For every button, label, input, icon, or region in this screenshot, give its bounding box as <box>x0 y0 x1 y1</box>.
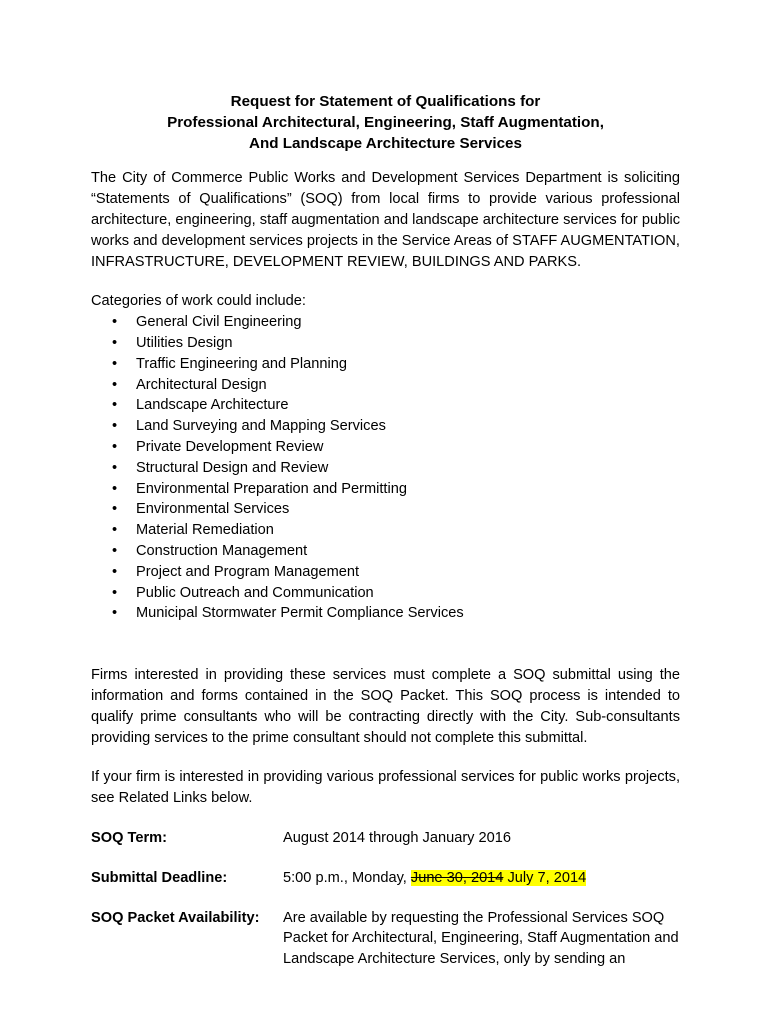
list-item <box>91 437 680 458</box>
list-item-label: Utilities Design <box>136 334 233 351</box>
firms-paragraph: Firms interested in providing these services must complete a SOQ submittal using the information and forms contained in the SOQ Packet. This SOQ process is intended to qualify prime consultants who will be contracting directly with the City. Sub-consultants providing services to the prime consultant should not complete this submittal. <box>91 667 680 746</box>
list-item <box>91 603 680 624</box>
bullet-icon: • <box>112 376 118 393</box>
bullet-icon: • <box>112 542 118 559</box>
list-item-label: Landscape Architecture <box>136 397 289 414</box>
list-item-label: Land Surveying and Mapping Services <box>136 418 386 435</box>
list-item-label: General Civil Engineering <box>136 314 302 331</box>
deadline-highlight <box>411 870 586 886</box>
list-item <box>91 375 680 396</box>
title-line-1: Request for Statement of Qualifications for <box>230 93 541 110</box>
bullet-icon: • <box>112 459 118 476</box>
list-item <box>91 333 680 354</box>
list-item <box>91 479 680 500</box>
bullet-icon: • <box>112 355 118 372</box>
list-item-label: Environmental Preparation and Permitting <box>136 480 407 497</box>
list-item-label: Private Development Review <box>136 438 324 455</box>
list-item-label: Project and Program Management <box>136 563 360 580</box>
soq-term-value: August 2014 through January 2016 <box>283 829 511 846</box>
categories-heading: Categories of work could include: <box>91 293 306 310</box>
list-item <box>91 562 680 583</box>
list-item-label: Material Remediation <box>136 522 274 539</box>
soq-packet-label: SOQ Packet Availability: <box>91 909 260 926</box>
soq-term-row <box>91 828 680 849</box>
bullet-icon: • <box>112 605 118 622</box>
list-item-label: Public Outreach and Communication <box>136 584 374 601</box>
deadline-prefix: 5:00 p.m., Monday, <box>283 869 411 886</box>
list-item-label: Structural Design and Review <box>136 459 329 476</box>
deadline-old-date: June 30, 2014 <box>410 869 504 886</box>
list-item <box>91 416 680 437</box>
list-item <box>91 458 680 479</box>
bullet-icon: • <box>112 522 118 539</box>
list-item <box>91 541 680 562</box>
list-item <box>91 354 680 375</box>
list-item <box>91 583 680 604</box>
bullet-icon: • <box>112 501 118 518</box>
bullet-icon: • <box>112 418 118 435</box>
soq-term-label: SOQ Term: <box>91 829 167 846</box>
list-item-label: Environmental Services <box>136 501 290 518</box>
bullet-icon: • <box>112 314 118 331</box>
related-links-paragraph: If your firm is interested in providing various professional services for public works projects, see Related Links below. <box>91 769 680 807</box>
document-title <box>91 92 680 154</box>
bullet-icon: • <box>112 584 118 601</box>
soq-packet-row <box>91 908 680 970</box>
list-item <box>91 395 680 416</box>
bullet-icon: • <box>112 438 118 455</box>
document-page <box>91 92 680 970</box>
list-item <box>91 499 680 520</box>
list-item-label: Architectural Design <box>136 376 267 393</box>
categories-list <box>91 312 680 624</box>
bullet-icon: • <box>112 480 118 497</box>
list-item-label: Traffic Engineering and Planning <box>136 355 347 372</box>
list-item-label: Construction Management <box>136 542 308 559</box>
list-item <box>91 520 680 541</box>
list-item-label: Municipal Stormwater Permit Compliance Services <box>136 605 464 622</box>
bullet-icon: • <box>112 334 118 351</box>
title-line-3: And Landscape Architecture Services <box>249 134 522 152</box>
submittal-deadline-row <box>91 868 680 889</box>
title-line-2: Professional Architectural, Engineering, Staff Augmentation, <box>167 113 604 131</box>
list-item <box>91 312 680 333</box>
soq-packet-value: Are available by requesting the Professional Services SOQ Packet for Architectural, Engineering, Staff Augmentation and Landscape Architecture Services, only by sending an <box>283 909 679 968</box>
bullet-icon: • <box>112 397 118 414</box>
submittal-deadline-value <box>283 868 680 889</box>
bullet-icon: • <box>112 563 118 580</box>
submittal-deadline-label: Submittal Deadline: <box>91 869 228 886</box>
deadline-new-date: July 7, 2014 <box>507 869 587 886</box>
intro-paragraph: The City of Commerce Public Works and Development Services Department is soliciting “Statements of Qualifications” (SOQ) from local firms to provide various professional architecture, engineering, staff augmentation and landscape architecture services for public works and development services projects in the Service Areas of STAFF AUGMENTATION, INFRASTRUCTURE, DEVELOPMENT REVIEW, BUILDINGS AND PARKS. <box>91 170 680 270</box>
